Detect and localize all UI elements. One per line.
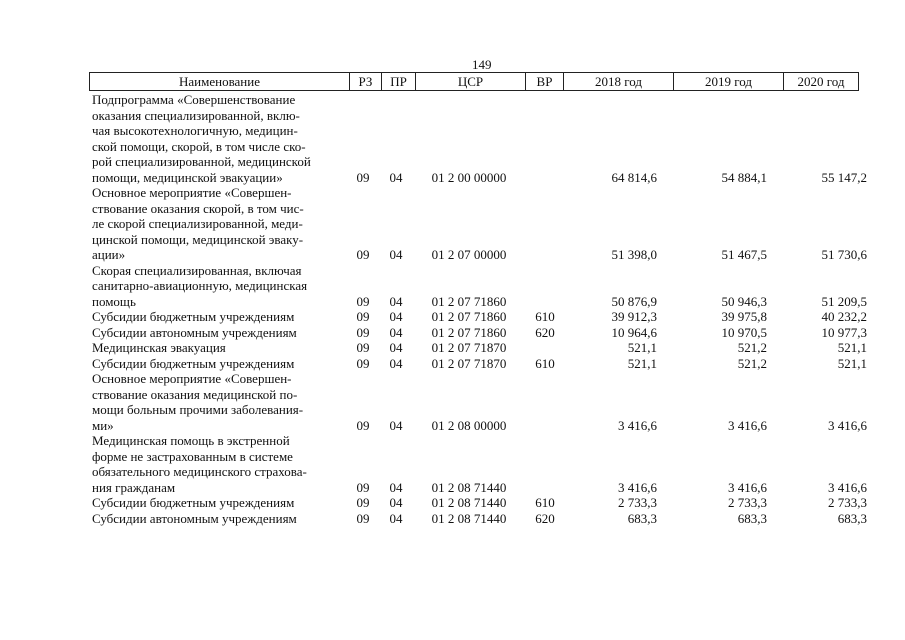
row-value-2019: 39 975,8 (721, 309, 767, 324)
table-row (89, 356, 879, 372)
row-name-line: Субсидии автономным учреждениям (92, 510, 297, 526)
row-csr: 01 2 08 71440 (431, 510, 507, 526)
page-number: 149 (472, 57, 492, 72)
table-row (89, 263, 879, 310)
row-name (89, 433, 347, 495)
row-value-2019: 3 416,6 (728, 479, 767, 495)
row-name-line: ации» (92, 247, 126, 262)
row-name (89, 371, 347, 433)
table-row (89, 511, 879, 527)
row-rz: 09 (356, 340, 370, 355)
header-vr: ВР (526, 73, 564, 90)
header-2018: 2018 год (564, 73, 674, 90)
row-rz: 09 (356, 355, 370, 371)
row-value-2018: 50 876,9 (611, 293, 657, 309)
row-pr: 04 (389, 417, 403, 433)
row-pr: 04 (389, 169, 403, 185)
row-pr: 04 (389, 495, 403, 510)
row-rz: 09 (356, 495, 370, 510)
row-value-2020: 3 416,6 (828, 417, 867, 433)
row-pr: 04 (389, 293, 403, 309)
row-name-line: цинской помощи, медицинской эваку- (92, 231, 304, 247)
row-name-line: Основное мероприятие «Совершен- (92, 371, 292, 386)
row-name-line: ствование оказания медицинской по- (92, 386, 298, 402)
row-value-2020: 51 209,5 (821, 293, 867, 309)
row-csr: 01 2 08 71440 (431, 479, 507, 495)
row-pr: 04 (389, 510, 403, 526)
row-name (89, 495, 347, 511)
row-name-line: Субсидии бюджетным учреждениям (92, 495, 295, 510)
row-name (89, 263, 347, 310)
table-body (89, 92, 879, 526)
row-csr: 01 2 07 71870 (431, 355, 507, 371)
table-row (89, 185, 879, 263)
table-header (89, 72, 859, 91)
header-rz: РЗ (350, 73, 382, 90)
row-pr: 04 (389, 247, 403, 262)
row-name (89, 511, 347, 527)
row-value-2018: 521,1 (627, 340, 657, 355)
row-value-2018: 683,3 (627, 510, 657, 526)
row-value-2019: 521,2 (737, 340, 767, 355)
header-pr: ПР (382, 73, 416, 90)
table-row (89, 309, 879, 325)
table-row (89, 92, 879, 185)
row-name-line: ской помощи, скорой, в том числе ско- (92, 138, 306, 154)
row-csr: 01 2 00 00000 (431, 169, 507, 185)
row-value-2019: 51 467,5 (721, 247, 767, 262)
row-name-line: ния гражданам (92, 479, 176, 495)
header-2020: 2020 год (797, 74, 845, 89)
row-name (89, 309, 347, 325)
row-value-2019: 10 970,5 (721, 324, 767, 340)
table-row (89, 495, 879, 511)
row-value-2018: 3 416,6 (618, 479, 657, 495)
row-name-line: помощь (92, 293, 136, 309)
row-name-line: Субсидии бюджетным учреждениям (92, 355, 295, 371)
row-value-2020: 521,1 (837, 355, 867, 371)
row-vr: 610 (535, 355, 555, 371)
row-pr: 04 (389, 324, 403, 340)
row-rz: 09 (356, 324, 370, 340)
row-name (89, 325, 347, 341)
row-name-line: Субсидии бюджетным учреждениям (92, 309, 295, 324)
row-name-line: Скорая специализированная, включая (92, 262, 302, 278)
row-name-line: санитарно-авиационную, медицинская (92, 278, 308, 293)
row-name-line: ми» (92, 417, 114, 433)
row-value-2020: 521,1 (837, 340, 867, 355)
row-value-2020: 51 730,6 (821, 247, 867, 262)
row-name (89, 340, 347, 356)
row-value-2018: 2 733,3 (618, 495, 657, 510)
row-name-line: Медицинская эвакуация (92, 340, 226, 355)
row-value-2019: 521,2 (737, 355, 767, 371)
row-csr: 01 2 07 71860 (431, 324, 507, 340)
row-pr: 04 (389, 355, 403, 371)
row-name-line: Основное мероприятие «Совершен- (92, 185, 292, 200)
row-name (89, 356, 347, 372)
row-name-line: помощи, медицинской эвакуации» (92, 169, 283, 185)
row-name-line: Медицинская помощь в экстренной (92, 433, 290, 448)
row-pr: 04 (389, 479, 403, 495)
row-name-line: Подпрограмма «Совершенствование (92, 92, 296, 107)
header-2019: 2019 год (674, 73, 784, 90)
row-value-2020: 683,3 (837, 510, 867, 526)
row-rz: 09 (356, 510, 370, 526)
row-value-2018: 521,1 (627, 355, 657, 371)
row-rz: 09 (356, 479, 370, 495)
row-value-2019: 2 733,3 (728, 495, 767, 510)
row-value-2019: 54 884,1 (721, 169, 767, 185)
row-value-2020: 2 733,3 (828, 495, 867, 510)
row-csr: 01 2 07 71860 (431, 309, 507, 324)
row-value-2018: 64 814,6 (611, 169, 657, 185)
row-csr: 01 2 07 00000 (431, 247, 507, 262)
row-value-2019: 683,3 (737, 510, 767, 526)
row-name-line: рой специализированной, медицинской (92, 154, 311, 169)
row-name-line: обязательного медицинского страхова- (92, 464, 307, 479)
row-value-2020: 40 232,2 (821, 309, 867, 324)
row-rz: 09 (356, 417, 370, 433)
table-row (89, 325, 879, 341)
row-name-line: чая высокотехнологичную, медицин- (92, 123, 298, 138)
row-value-2018: 51 398,0 (611, 247, 657, 262)
row-name-line: оказания специализированной, вклю- (92, 107, 300, 123)
row-vr: 620 (535, 324, 555, 340)
row-value-2018: 39 912,3 (611, 309, 657, 324)
row-rz: 09 (356, 247, 370, 262)
row-pr: 04 (389, 340, 403, 355)
row-value-2020: 10 977,3 (821, 324, 867, 340)
row-csr: 01 2 08 00000 (431, 417, 507, 433)
row-value-2020: 55 147,2 (821, 169, 867, 185)
row-vr: 620 (535, 510, 555, 526)
row-name-line: мощи больным прочими заболевания- (92, 402, 304, 417)
header-csr: ЦСР (416, 73, 526, 90)
row-csr: 01 2 07 71870 (431, 340, 507, 355)
row-value-2020: 3 416,6 (828, 479, 867, 495)
row-name-line: ле скорой специализированной, меди- (92, 216, 303, 231)
row-name-line: форме не застрахованным в системе (92, 448, 293, 464)
row-value-2019: 3 416,6 (728, 417, 767, 433)
row-csr: 01 2 08 71440 (431, 495, 507, 510)
table-row (89, 340, 879, 356)
row-rz: 09 (356, 169, 370, 185)
header-name: Наименование (90, 73, 350, 90)
row-csr: 01 2 07 71860 (431, 293, 507, 309)
row-name (89, 185, 347, 263)
row-vr: 610 (535, 495, 555, 510)
row-value-2018: 10 964,6 (611, 324, 657, 340)
row-pr: 04 (389, 309, 403, 324)
row-name-line: Субсидии автономным учреждениям (92, 324, 297, 340)
table-row (89, 371, 879, 433)
row-name-line: ствование оказания скорой, в том чис- (92, 200, 304, 216)
row-value-2019: 50 946,3 (721, 293, 767, 309)
row-rz: 09 (356, 293, 370, 309)
row-vr: 610 (535, 309, 555, 324)
row-rz: 09 (356, 309, 370, 324)
row-name (89, 92, 347, 185)
row-value-2018: 3 416,6 (618, 417, 657, 433)
table-row (89, 433, 879, 495)
